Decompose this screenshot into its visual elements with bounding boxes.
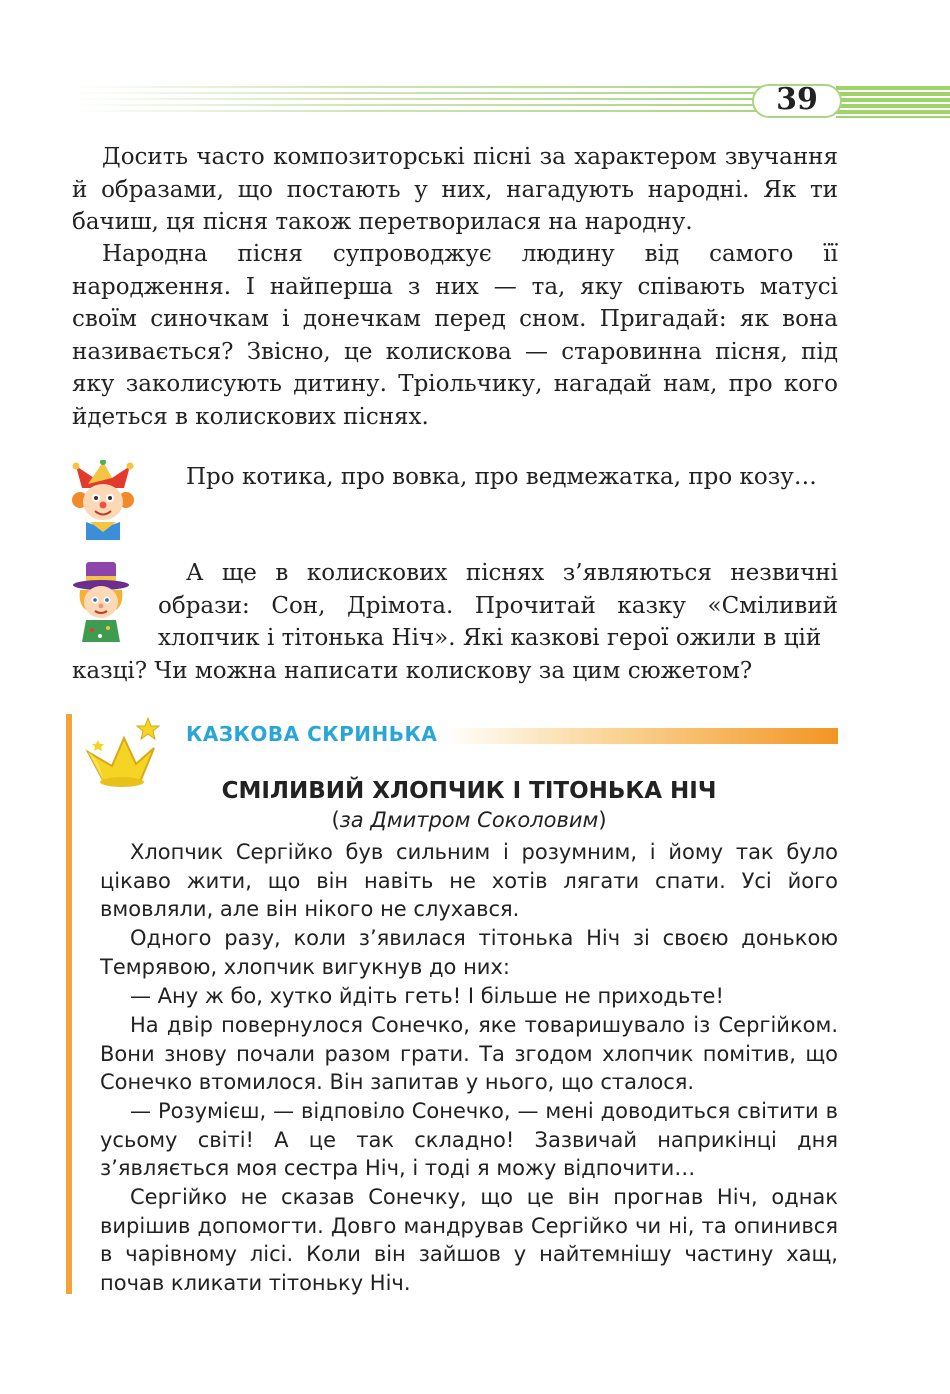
story-author-name: за Дмитром Соколовим [339,808,599,832]
header-green-bar [836,86,950,118]
intro-paragraph-4-lead: А ще в колискових піснях з’являються незвичні образи: Сон, Дрімота. Прочитай казку «Сміливий хлопчик і тітонька Ніч». Які казкові герої ожили в цій [158,560,838,651]
section-title-bar [444,728,838,744]
story-paragraph: Одного разу, коли з’явилася тітонька Ніч зі своєю донькою Темрявою, хлопчик вигукнув до них: [100,926,838,979]
page-number: 39 [776,82,818,117]
story-paragraph: На двір повернулося Сонечко, яке товаришувало із Сергійком. Вони знову почали разом грати. Та згодом хлопчик помітив, що Сонечко втомилося. Він запитав у нього, що сталося. [100,1013,838,1095]
story-author-close: ) [598,808,607,832]
section-title: КАЗКОВА СКРИНЬКА [186,722,438,746]
story-paragraph: — Розумієш, — відповіло Сонечко, — мені доводиться світити в усьому світі! А це так складно! Зазвичай наприкінці дня з’являється моя сестра Ніч, і тоді я можу відпочити… [100,1099,838,1181]
story-paragraph: Хлопчик Сергійко був сильним і розумним, і йому так було цікаво жити, що він навіть не хотів лягати спати. Усі його вмовляли, але він нікого не слухався. [100,840,838,922]
story-author-open: ( [331,808,340,832]
story-paragraph: — Ану ж бо, хутко йдіть геть! І більше не приходьте! [130,984,724,1008]
story-paragraph: Сергійко не сказав Сонечку, що це він прогнав Ніч, однак вирішив допомогти. Довго мандрував Сергійко чи ні, та опинився в чарівному лісі. Коли він зайшов у найтемнішу частину хащ, почав кликати тітоньку Ніч. [100,1185,838,1295]
intro-paragraph-1: Досить часто композиторські пісні за характером звучання й образами, що постають у них, нагадують народні. Як ти бачиш, ця пісня також перетворилася на народну. [72,144,838,235]
intro-paragraph-2: Народна пісня супроводжує людину від самого її народження. І найперша з них — та, яку співають матусі своїм синочкам і донечкам перед сном. Пригадай: як вона називається? Звісно, це колискова — старовинна пісня, під яку заколисують дитину. Тріольчику, нагадай нам, про кого йдеться в колискових піснях. [72,241,838,430]
intro-paragraph-4 [72,557,838,687]
story-author [100,808,838,832]
jester-reply: Про котика, про вовка, про ведмежатка, про козу… [186,464,817,490]
story-title: СМІЛИВИЙ ХЛОПЧИК І ТІТОНЬКА НІЧ [221,778,717,804]
jester-character-icon [72,460,134,540]
header-decorative-lines [72,86,762,118]
section-side-stripe [66,714,72,1294]
intro-paragraph-4-tail: казці? Чи можна написати колискову за цим сюжетом? [72,657,753,684]
